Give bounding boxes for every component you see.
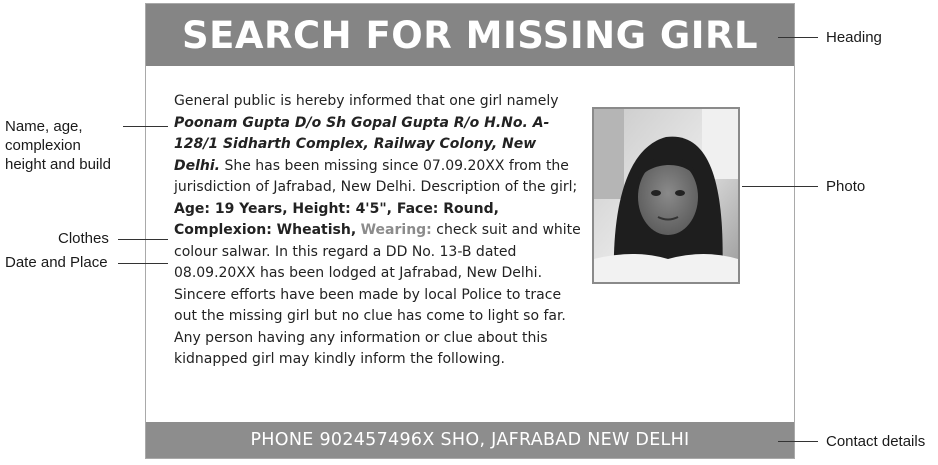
annotation-name-line-1: Name, age,	[5, 118, 83, 135]
annotation-photo: Photo	[826, 178, 866, 195]
annotation-contact: Contact details	[826, 433, 926, 450]
body-identity: Poonam Gupta D/o Sh Gopal Gupta R/o H.No. A-128/1 Sidharth Complex, Railway Colony, New Delhi.	[174, 114, 550, 174]
heading-band	[146, 4, 794, 66]
annotation-clothes: Clothes	[58, 230, 109, 247]
leader-line-contact	[778, 441, 818, 442]
body-wearing-text: check suit and white colour salwar. In this regard a DD No. 13-B dated 08.09.20XX has been lodged at Jafrabad, New Delhi. Sincere efforts have been made by local Police to trace out the missing girl but no clue has come to light so far. Any person having any information or clue about this kidnapped girl may kindly inform the following.	[174, 222, 581, 367]
notice-body	[174, 91, 582, 371]
photo-illustration	[594, 109, 738, 282]
leader-line-photo	[742, 186, 818, 187]
missing-notice	[145, 3, 795, 459]
wearing-label: Wearing:	[360, 222, 432, 238]
body-description: Age: 19 Years, Height: 4'5", Face: Round, Complexion: Wheatish,	[174, 200, 499, 238]
body-intro: General public is hereby informed that one girl namely	[174, 93, 559, 109]
leader-line-name	[123, 126, 168, 127]
annotation-name-line-3: height and build	[5, 156, 111, 173]
leader-line-heading	[778, 37, 818, 38]
missing-girl-photo	[592, 107, 740, 284]
leader-line-clothes	[118, 239, 168, 240]
annotation-date-place: Date and Place	[5, 254, 108, 271]
body-missing-since: She has been missing since 07.09.20XX from the jurisdiction of Jafrabad, New Delhi. Description of the girl;	[174, 157, 578, 195]
heading-title: SEARCH FOR MISSING GIRL	[181, 13, 759, 57]
contact-band	[146, 422, 794, 458]
contact-details: PHONE 902457496X SHO, JAFRABAD NEW DELHI	[250, 430, 690, 450]
leader-line-date-place	[118, 263, 168, 264]
annotation-name-line-2: complexion	[5, 137, 81, 154]
annotation-heading: Heading	[826, 29, 882, 46]
annotation-name-details	[5, 117, 111, 174]
